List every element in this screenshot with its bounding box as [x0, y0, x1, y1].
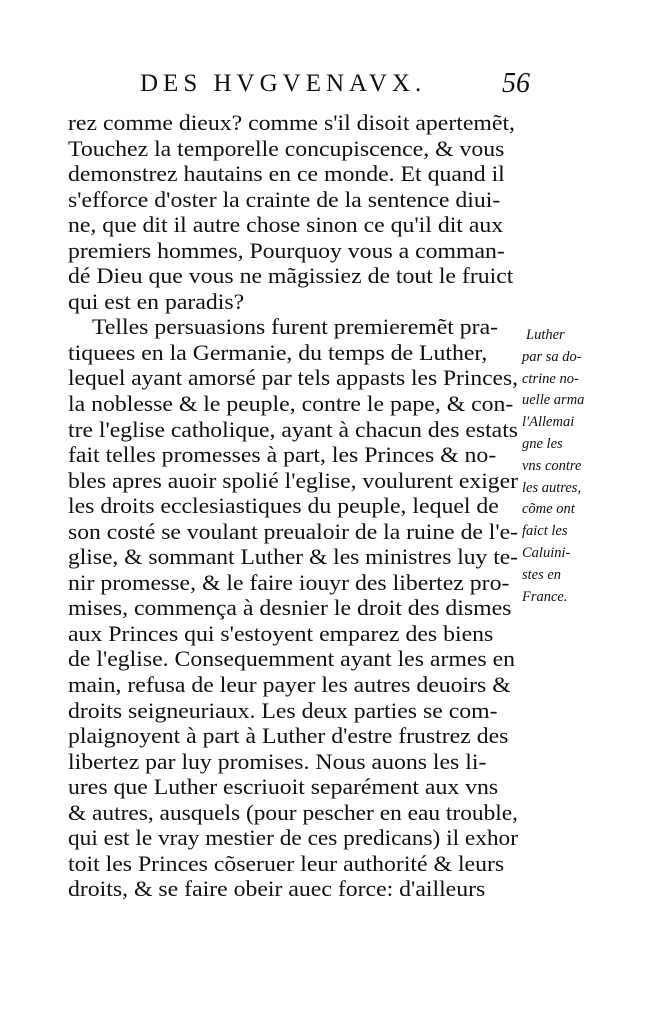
- text-line: toit les Princes cõseruer leur authorité & leurs: [68, 850, 505, 876]
- marginal-line: Luther: [526, 327, 565, 343]
- marginal-line: l'Allemai: [522, 414, 575, 431]
- text-line: aux Princes qui s'estoyent emparez des biens: [68, 620, 494, 646]
- text-line: son costé se voulant preualoir de la ruine de l'e-: [68, 518, 518, 544]
- marginal-line: les autres,: [522, 479, 582, 496]
- text-line: Touchez la temporelle concupiscence, & vous: [68, 135, 505, 161]
- text-line: libertez par luy promises. Nous auons les li-: [68, 748, 487, 774]
- text-line: droits, & se faire obeir auec force: d'ailleurs: [68, 876, 486, 902]
- text-line: plaignoyent à part à Luther d'estre frustrez des: [68, 723, 509, 749]
- text-line: ne, que dit il autre chose sinon ce qu'il dit aux: [68, 212, 504, 238]
- text-line: fait telles promesses à part, les Princes & no-: [68, 442, 497, 468]
- page-header: [140, 70, 530, 106]
- text-line: qui est en paradis?: [68, 288, 245, 314]
- body-text: [68, 110, 518, 902]
- marginal-line: cõme ont: [522, 501, 575, 518]
- marginal-line: Caluini-: [522, 544, 571, 561]
- text-line: qui est le vray mestier de ces predicans) il exhor: [68, 825, 518, 851]
- text-line: & autres, ausquels (pour pescher en eau trouble,: [68, 799, 518, 825]
- marginal-line: faict les: [522, 523, 568, 540]
- text-line: nir promesse, & le faire iouyr des libertez pro-: [68, 569, 510, 595]
- marginal-line: vns contre: [522, 457, 582, 474]
- text-line: ures que Luther escriuoit separément aux vns: [68, 774, 499, 800]
- text-line: rez comme dieux? comme s'il disoit apertemẽt,: [68, 110, 515, 135]
- text-line: glise, & sommant Luther & les ministres luy te-: [68, 544, 518, 570]
- text-line: main, refusa de leur payer les autres deuoirs &: [68, 672, 511, 698]
- marginal-line: gne les: [522, 435, 563, 452]
- text-line: lequel ayant amorsé par tels appasts les Princes,: [68, 365, 518, 391]
- text-line: les droits ecclesiastiques du peuple, lequel de: [68, 493, 499, 519]
- text-line: s'efforce d'oster la crainte de la sentence diui-: [68, 186, 501, 212]
- page-number: 56: [502, 68, 530, 99]
- running-title: DES HVGVENAVX.: [140, 70, 427, 97]
- marginal-line: stes en: [522, 566, 562, 583]
- text-line: mises, commença à desnier le droit des dismes: [68, 595, 512, 621]
- marginal-line: France.: [522, 588, 568, 605]
- text-line: tre l'eglise catholique, ayant à chacun des estats: [68, 416, 518, 442]
- text-line: droits seigneuriaux. Les deux parties se com-: [68, 697, 498, 723]
- text-line: demonstrez hautains en ce monde. Et quand il: [68, 161, 505, 187]
- text-line: bles apres auoir spolié l'eglise, voulurent exiger: [68, 467, 518, 493]
- text-line: de l'eglise. Consequemment ayant les armes en: [68, 646, 516, 672]
- text-line: la noblesse & le peuple, contre le pape, & con-: [68, 391, 514, 417]
- text-line: tiquees en la Germanie, du temps de Luther,: [68, 339, 488, 365]
- marginal-line: ctrine no-: [522, 370, 579, 387]
- marginal-note: [522, 325, 632, 608]
- paragraph-start-line: Telles persuasions furent premieremẽt pra-: [92, 314, 499, 340]
- text-line: dé Dieu que vous ne mãgissiez de tout le fruict: [68, 263, 514, 289]
- marginal-line: uelle arma: [522, 392, 585, 409]
- marginal-line: par sa do-: [522, 348, 582, 365]
- text-line: premiers hommes, Pourquoy vous a comman-: [68, 237, 505, 263]
